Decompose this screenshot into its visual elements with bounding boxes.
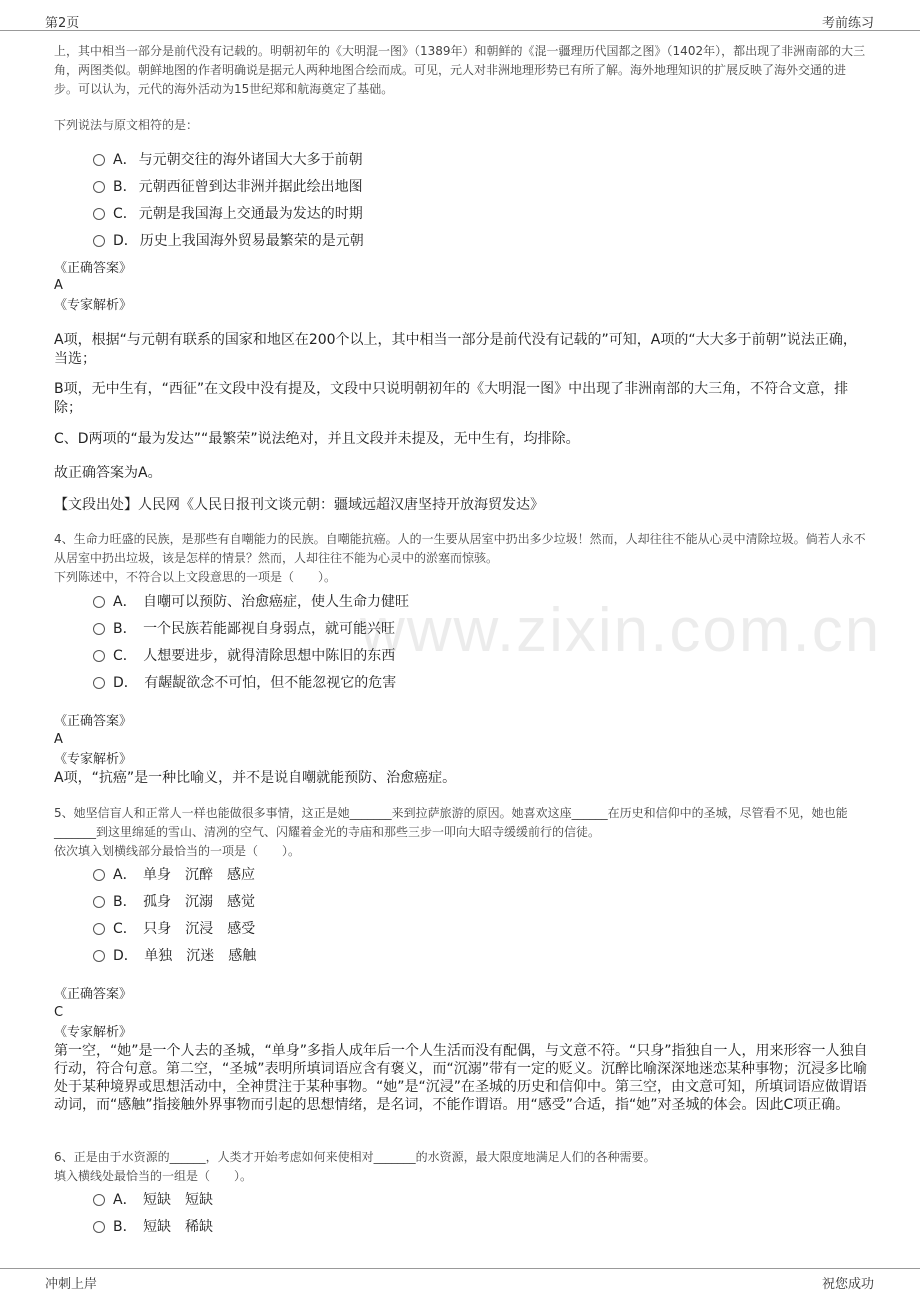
radio-icon[interactable] — [93, 923, 105, 935]
q3-option-d[interactable]: D． 历史上我国海外贸易最繁荣的是元朝 — [93, 230, 364, 250]
q5-answer: C — [54, 1005, 64, 1020]
q3-passage: 上，其中相当一部分是前代没有记载的。明朝初年的《大明混一图》（1389年）和朝鲜的《混一疆理历代国都之图》（1402年），都出现了非洲南部的大三角，两图类似。朝鲜地图的作者明确说是据元人两种地图合绘而成。可见，元人对非洲地理形势已有所了解。海外地理知识的扩展反映了海外交通的进步。可以认为，元代的海外活动为15世纪郑和航海奠定了基础。 — [54, 44, 866, 96]
radio-icon[interactable] — [93, 623, 105, 635]
q3-option-b[interactable]: B． 元朝西征曾到达非洲并据此绘出地图 — [93, 176, 363, 196]
q6-option-a[interactable]: A． 短缺 短缺 — [93, 1189, 213, 1209]
q6-passage: 6、正是由于水资源的______，人类才开始考虑如何来使相对_______的水资源，最大限度地满足人们的各种需要。 — [54, 1150, 656, 1164]
q3-question: 下列说法与原文相符的是： — [54, 118, 199, 132]
watermark: www.zixin.com.cn — [360, 596, 882, 665]
q6-option-b[interactable]: B． 短缺 稀缺 — [93, 1216, 213, 1236]
page-header — [0, 0, 920, 31]
q3-conclusion: 故正确答案为A。 — [54, 465, 162, 481]
q4-analysis: A项，“抗癌”是一种比喻义，并不是说自嘲就能预防、治愈癌症。 — [54, 770, 457, 786]
q4-question: 下列陈述中，不符合以上文段意思的一项是（ ）。 — [54, 570, 337, 584]
q3-analysis-a: A项，根据“与元朝有联系的国家和地区在200个以上，其中相当一部分是前代没有记载的”可知，A项的“大大多于前朝”说法正确，当选； — [54, 332, 857, 367]
q4-option-a[interactable]: A． 自嘲可以预防、治愈癌症，使人生命力健旺 — [93, 591, 409, 611]
q5-answer-label: 《正确答案》 — [54, 987, 133, 1002]
q4-answer: A — [54, 732, 63, 747]
q3-analysis-cd: C、D两项的“最为发达”“最繁荣”说法绝对，并且文段并未提及，无中生有，均排除。 — [54, 431, 580, 447]
radio-icon[interactable] — [93, 1221, 105, 1233]
q4-answer-label: 《正确答案》 — [54, 714, 133, 729]
radio-icon[interactable] — [93, 235, 105, 247]
q5-question: 依次填入划横线部分最恰当的一项是（ ）。 — [54, 844, 301, 858]
q4-option-d[interactable]: D． 有龌龊欲念不可怕，但不能忽视它的危害 — [93, 672, 396, 692]
footer-right: 祝您成功 — [821, 1277, 874, 1292]
q6-question: 填入横线处最恰当的一组是（ ）。 — [54, 1169, 253, 1183]
q5-option-a[interactable]: A． 单身 沉醉 感应 — [93, 864, 255, 884]
q3-option-c[interactable]: C． 元朝是我国海上交通最为发达的时期 — [93, 203, 363, 223]
q3-answer: A — [54, 278, 63, 293]
page-number: 第2页 — [45, 16, 80, 31]
q3-analysis-label: 《专家解析》 — [54, 298, 133, 313]
q5-option-c[interactable]: C． 只身 沉浸 感受 — [93, 918, 255, 938]
radio-icon[interactable] — [93, 181, 105, 193]
radio-icon[interactable] — [93, 950, 105, 962]
radio-icon[interactable] — [93, 650, 105, 662]
header-title: 考前练习 — [821, 16, 874, 31]
q5-option-d[interactable]: D． 单独 沉迷 感触 — [93, 945, 256, 965]
q5-analysis: 第一空，“她”是一个人去的圣城，“单身”多指人成年后一个人生活而没有配偶，与文意不符。“只身”指独自一人，用来形容一人独自行动，符合句意。第二空，“圣城”表明所填词语应含有褒义，而“沉溺”带有一定的贬义。沉醉比喻深深地迷恋某种事物；沉浸多比喻处于某种境界或思想活动中，全神贯注于某种事物。“她”是“沉浸”在圣城的历史和信仰中。第三空，由文意可知，所填词语应做谓语动词，而“感触”指接触外界事物而引起的思想情绪，是名词，不能作谓语。用“感受”合适，指“她”对圣城的体会。因此C项正确。 — [54, 1043, 868, 1113]
q3-source: 【文段出处】人民网《人民日报刊文谈元朝：疆域远超汉唐坚持开放海贸发达》 — [54, 497, 544, 513]
radio-icon[interactable] — [93, 208, 105, 220]
q4-option-b[interactable]: B． 一个民族若能鄙视自身弱点，就可能兴旺 — [93, 618, 395, 638]
q3-answer-label: 《正确答案》 — [54, 261, 133, 276]
q3-option-a[interactable]: A． 与元朝交往的海外诸国大大多于前朝 — [93, 149, 363, 169]
q4-option-c[interactable]: C． 人想要进步，就得清除思想中陈旧的东西 — [93, 645, 395, 665]
radio-icon[interactable] — [93, 677, 105, 689]
q5-option-b[interactable]: B． 孤身 沉溺 感觉 — [93, 891, 255, 911]
radio-icon[interactable] — [93, 154, 105, 166]
q4-analysis-label: 《专家解析》 — [54, 752, 133, 767]
footer-left: 冲刺上岸 — [45, 1277, 98, 1292]
q4-passage: 4、生命力旺盛的民族，是那些有自嘲能力的民族。自嘲能抗癌。人的一生要从居室中扔出多少垃圾！然而，人却往往不能从心灵中清除垃圾。倘若人永不从居室中扔出垃圾，该是怎样的情景？然而，人却往往不能为心灵中的淤塞而惊骇。 — [54, 532, 866, 565]
radio-icon[interactable] — [93, 596, 105, 608]
radio-icon[interactable] — [93, 896, 105, 908]
radio-icon[interactable] — [93, 1194, 105, 1206]
radio-icon[interactable] — [93, 869, 105, 881]
q5-analysis-label: 《专家解析》 — [54, 1025, 133, 1040]
page-footer — [0, 1268, 920, 1303]
q5-passage: 5、她坚信盲人和正常人一样也能做很多事情，这正是她_______来到拉萨旅游的原因。她喜欢这座______在历史和信仰中的圣城，尽管看不见，她也能_______到这里绵延的雪山、清冽的空气、闪耀着金光的寺庙和那些三步一叩向大昭寺缓缓前行的信徒。 — [54, 806, 848, 839]
q3-analysis-b: B项，无中生有，“西征”在文段中没有提及，文段中只说明朝初年的《大明混一图》中出现了非洲南部的大三角，不符合文意，排除； — [54, 381, 849, 416]
